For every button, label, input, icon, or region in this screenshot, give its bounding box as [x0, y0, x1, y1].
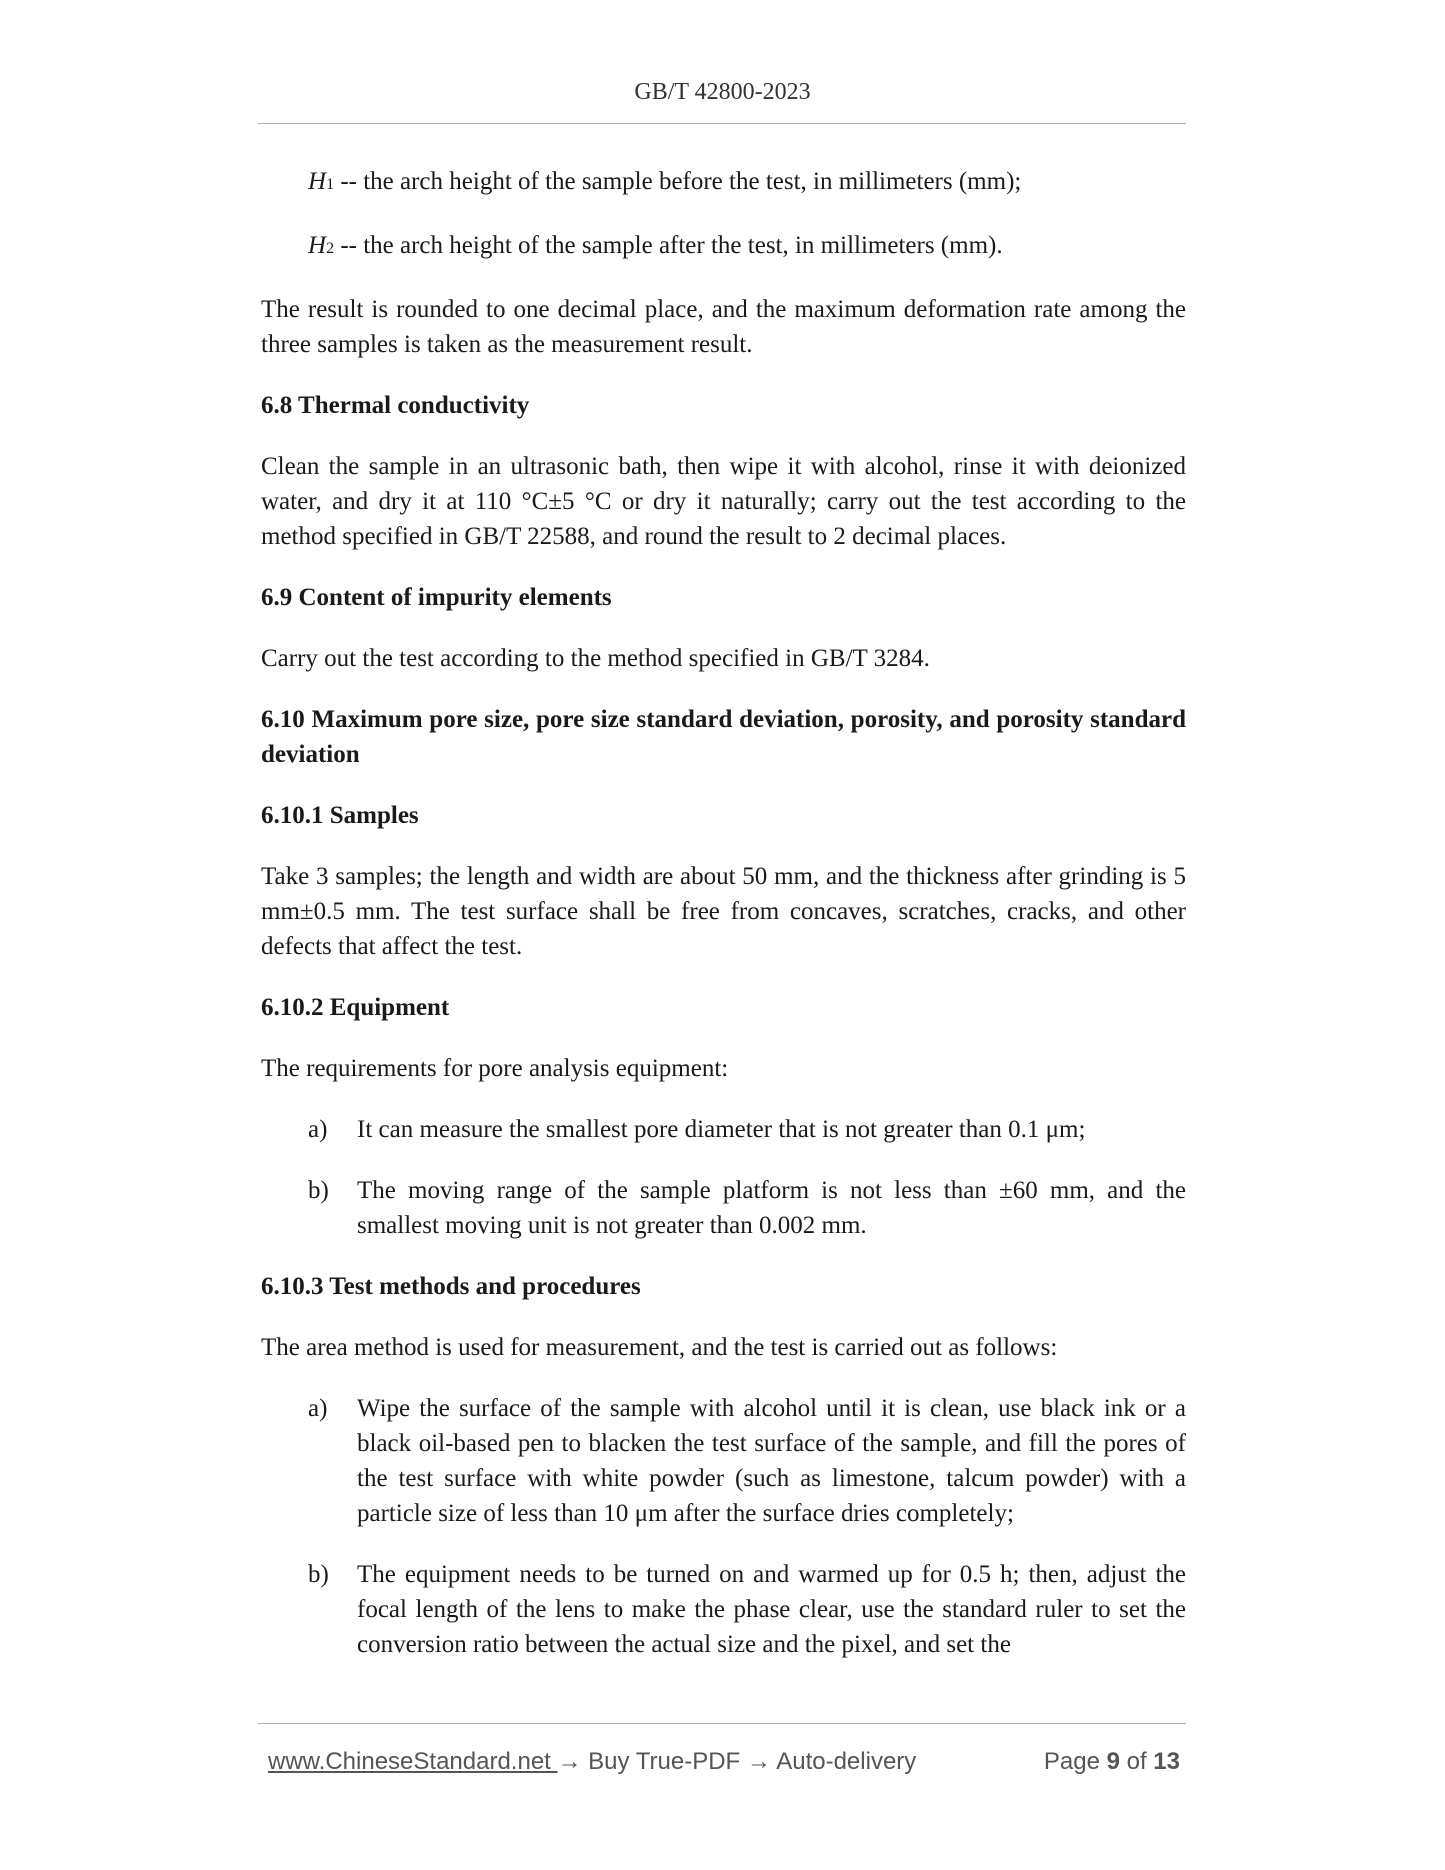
variable-symbol: H — [308, 168, 327, 195]
section-heading-6-10: 6.10 Maximum pore size, pore size standard deviation, porosity, and porosity standard deviation — [261, 706, 1186, 768]
header-divider — [258, 123, 1186, 124]
current-page: 9 — [1106, 1748, 1120, 1775]
footer-buy-text: Buy True-PDF — [581, 1748, 747, 1775]
variable-subscript: 2 — [326, 240, 335, 257]
footer-delivery-text: Auto-delivery — [770, 1748, 917, 1775]
page-word: Page — [1043, 1748, 1107, 1775]
chinesestandard-link[interactable]: www.ChineseStandard.net — [268, 1748, 558, 1775]
list-item — [308, 1557, 1186, 1662]
total-pages: 13 — [1153, 1748, 1180, 1775]
arrow-right-icon: → — [746, 1748, 771, 1775]
equipment-paragraph: The requirements for pore analysis equipment: — [261, 1055, 729, 1082]
variable-definition-h2 — [261, 228, 1186, 266]
section-heading-6-10-1: 6.10.1 Samples — [261, 802, 419, 829]
section-heading-6-10-2: 6.10.2 Equipment — [261, 994, 450, 1021]
list-item-label: b) — [308, 1177, 329, 1204]
impurity-paragraph: Carry out the test according to the method specified in GB/T 3284. — [261, 645, 930, 672]
variable-symbol: H — [308, 232, 327, 259]
document-body — [261, 164, 1186, 1688]
variable-definition-h1 — [261, 164, 1186, 202]
list-item — [308, 1391, 1186, 1531]
section-heading-6-8: 6.8 Thermal conductivity — [261, 392, 530, 419]
list-item-text: The equipment needs to be turned on and warmed up for 0.5 h; then, adjust the focal length of the lens to make the phase clear, use the standard ruler to set the conversion ratio between the actual size and the pixel, and set the — [357, 1561, 1186, 1658]
document-header-title: GB/T 42800-2023 — [634, 79, 811, 105]
list-item-label: a) — [308, 1116, 328, 1143]
of-word: of — [1119, 1748, 1154, 1775]
samples-paragraph: Take 3 samples; the length and width are about 50 mm, and the thickness after grinding is 5 mm±0.5 mm. The test surface shall be free from concaves, scratches, cracks, and other defects that affect the test. — [261, 863, 1186, 960]
result-paragraph: The result is rounded to one decimal place, and the maximum deformation rate among the three samples is taken as the measurement result. — [261, 296, 1186, 358]
list-item — [308, 1173, 1186, 1243]
procedures-paragraph: The area method is used for measurement, and the test is carried out as follows: — [261, 1334, 1058, 1361]
page-footer — [268, 1748, 1180, 1778]
variable-description: -- the arch height of the sample after the test, in millimeters (mm). — [334, 232, 1003, 259]
page-number — [1044, 1748, 1180, 1776]
list-item-text: The moving range of the sample platform is not less than ±60 mm, and the smallest moving unit is not greater than 0.002 mm. — [357, 1177, 1186, 1239]
list-item — [308, 1112, 1186, 1147]
list-item-text: Wipe the surface of the sample with alcohol until it is clean, use black ink or a black oil-based pen to blacken the test surface of the sample, and fill the pores of the test surface with white powder (such as limestone, talcum powder) with a particle size of less than 10 μm after the surface dries completely; — [357, 1395, 1186, 1527]
variable-subscript: 1 — [326, 176, 335, 193]
list-item-text: It can measure the smallest pore diameter that is not greater than 0.1 μm; — [357, 1116, 1086, 1143]
footer-promo — [268, 1748, 916, 1776]
variable-description: -- the arch height of the sample before the test, in millimeters (mm); — [334, 168, 1022, 195]
list-item-label: a) — [308, 1395, 328, 1422]
list-item-label: b) — [308, 1561, 329, 1588]
arrow-right-icon: → — [557, 1748, 582, 1775]
section-heading-6-9: 6.9 Content of impurity elements — [261, 584, 612, 611]
section-heading-6-10-3: 6.10.3 Test methods and procedures — [261, 1273, 641, 1300]
footer-divider — [258, 1723, 1186, 1724]
thermal-conductivity-paragraph: Clean the sample in an ultrasonic bath, then wipe it with alcohol, rinse it with deionized water, and dry it at 110 °C±5 °C or dry it naturally; carry out the test according to the method specified in GB/T 22588, and round the result to 2 decimal places. — [261, 453, 1186, 550]
